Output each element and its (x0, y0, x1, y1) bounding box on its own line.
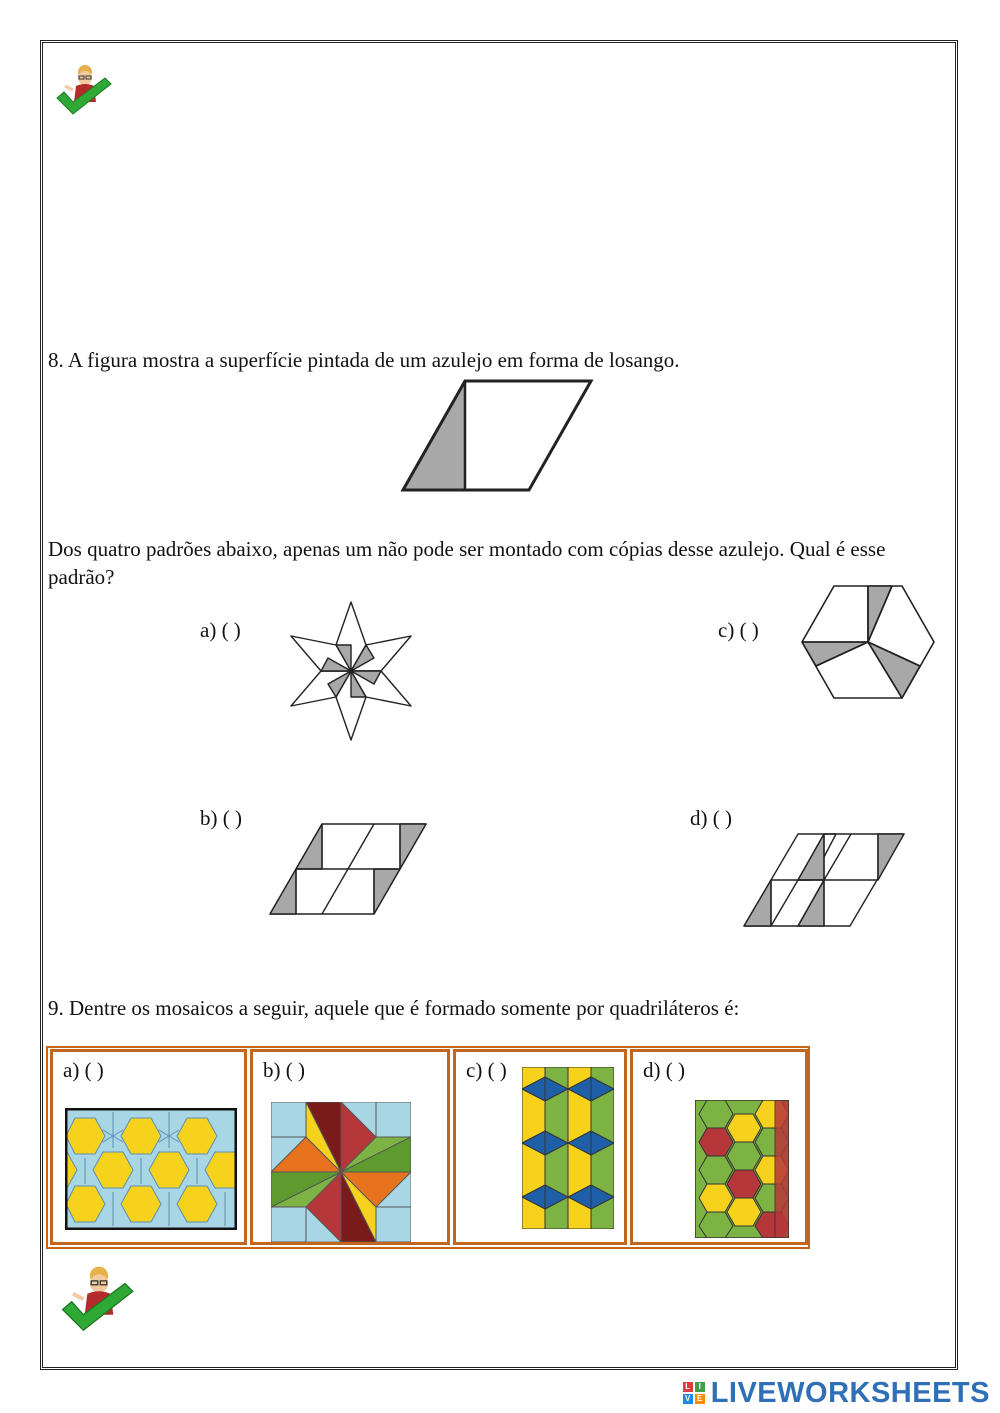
liveworksheets-brand-text: LIVEWORKSHEETS (710, 1376, 990, 1409)
pattern-d-parallelogram (742, 832, 906, 928)
pattern-a-star (288, 600, 414, 742)
option-8a-label[interactable]: a) ( ) (200, 618, 241, 642)
option-8d-label[interactable]: d) ( ) (690, 806, 732, 830)
mosaic-option-b[interactable] (250, 1049, 450, 1245)
teacher-check-icon (55, 62, 115, 124)
mosaic-d-hexagons (695, 1100, 789, 1238)
mosaic-option-a[interactable] (50, 1049, 247, 1245)
option-9c-label[interactable]: c) ( ) (466, 1058, 507, 1082)
rhombus-tile-figure (400, 378, 596, 494)
option-9a-label[interactable]: a) ( ) (63, 1058, 104, 1082)
pattern-c-hexagon (800, 584, 936, 700)
question-9-statement: 9. Dentre os mosaicos a seguir, aquele que é formado somente por quadriláteros é: (48, 996, 740, 1020)
question-8-statement: 8. A figura mostra a superfície pintada de um azulejo em forma de losango. (48, 348, 680, 372)
mosaic-option-d[interactable] (630, 1049, 808, 1245)
option-8b-label[interactable]: b) ( ) (200, 806, 242, 830)
mosaic-option-c[interactable] (453, 1049, 627, 1245)
question-8-prompt: Dos quatro padrões abaixo, apenas um não pode ser montado com cópias desse azulejo. Qual é esse padrão? (48, 537, 886, 589)
mosaic-a-hexagons-stars (65, 1108, 237, 1230)
liveworksheets-logo[interactable] (683, 1378, 990, 1408)
liveworksheets-logo-icon: L I V E (683, 1382, 705, 1404)
mosaic-b-star (271, 1102, 411, 1242)
mosaic-c-rhombi (522, 1067, 614, 1229)
option-9d-label[interactable]: d) ( ) (643, 1058, 685, 1082)
teacher-check-icon (60, 1260, 138, 1346)
pattern-b-parallelogram (268, 822, 428, 916)
option-8c-label[interactable]: c) ( ) (718, 618, 759, 642)
option-9b-label[interactable]: b) ( ) (263, 1058, 305, 1082)
